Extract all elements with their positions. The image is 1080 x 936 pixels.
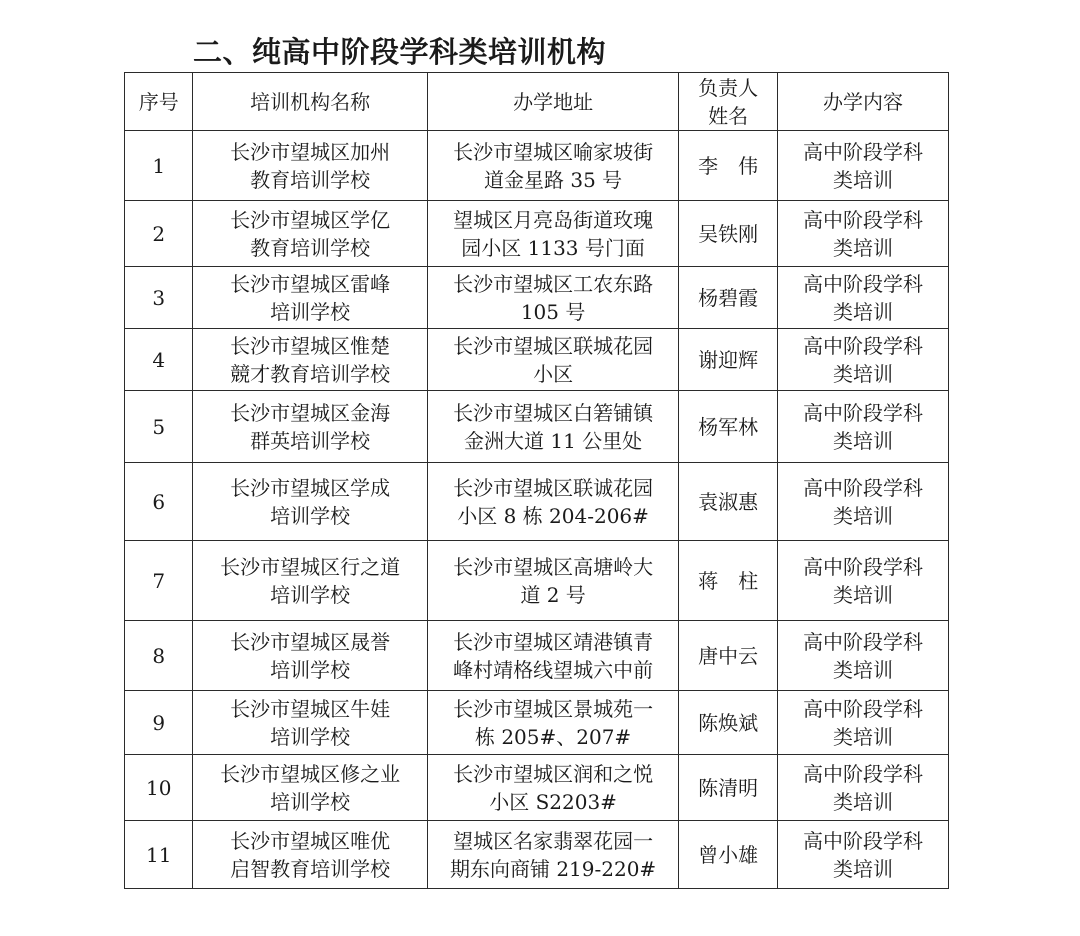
cell-person-text: 蒋 柱 bbox=[698, 568, 759, 593]
table-row bbox=[125, 201, 949, 267]
cell-content-text: 类培训 bbox=[832, 167, 893, 192]
cell-no-text: 11 bbox=[145, 842, 172, 867]
cell-name-text: 启智教育培训学校 bbox=[230, 856, 391, 881]
cell-no bbox=[125, 329, 193, 391]
cell-address-text: 长沙市望城区高塘岭大 bbox=[453, 554, 654, 579]
cell-address bbox=[427, 463, 679, 541]
cell-content bbox=[777, 391, 948, 463]
cell-name-text: 长沙市望城区唯优 bbox=[230, 828, 391, 853]
cell-name-text: 长沙市望城区雷峰 bbox=[230, 271, 391, 296]
cell-person-text: 杨军林 bbox=[698, 414, 759, 439]
cell-no-text: 4 bbox=[152, 347, 166, 372]
cell-address bbox=[427, 267, 679, 329]
header-address: 办学地址 bbox=[427, 73, 679, 131]
cell-name-text: 长沙市望城区行之道 bbox=[220, 554, 401, 579]
cell-address bbox=[427, 691, 679, 755]
cell-content bbox=[777, 201, 948, 267]
cell-no-text: 7 bbox=[152, 568, 166, 593]
cell-content bbox=[777, 821, 948, 889]
cell-address-text: 长沙市望城区润和之悦 bbox=[453, 761, 654, 786]
cell-name bbox=[193, 131, 427, 201]
cell-address-text: 105 号 bbox=[520, 299, 586, 324]
header-person bbox=[679, 73, 778, 131]
cell-name bbox=[193, 821, 427, 889]
cell-name-text: 长沙市望城区学成 bbox=[230, 475, 391, 500]
cell-person bbox=[679, 391, 778, 463]
cell-address-text: 峰村靖格线望城六中前 bbox=[453, 657, 654, 682]
cell-no bbox=[125, 201, 193, 267]
cell-no bbox=[125, 131, 193, 201]
cell-name-text: 群英培训学校 bbox=[250, 428, 371, 453]
cell-name-text: 长沙市望城区惟楚 bbox=[230, 333, 391, 358]
cell-content-text: 类培训 bbox=[832, 299, 893, 324]
table-header-row bbox=[125, 73, 949, 131]
table-row bbox=[125, 463, 949, 541]
cell-address bbox=[427, 329, 679, 391]
cell-content bbox=[777, 755, 948, 821]
cell-person bbox=[679, 541, 778, 621]
cell-address-text: 长沙市望城区联诚花园 bbox=[453, 475, 654, 500]
cell-content-text: 高中阶段学科 bbox=[802, 629, 923, 654]
cell-name bbox=[193, 329, 427, 391]
cell-name-text: 培训学校 bbox=[270, 582, 351, 607]
cell-content-text: 类培训 bbox=[832, 361, 893, 386]
cell-person bbox=[679, 267, 778, 329]
cell-person-text: 陈焕斌 bbox=[698, 710, 759, 735]
cell-no bbox=[125, 267, 193, 329]
cell-name bbox=[193, 755, 427, 821]
cell-content bbox=[777, 541, 948, 621]
cell-person bbox=[679, 621, 778, 691]
cell-person bbox=[679, 329, 778, 391]
cell-content bbox=[777, 329, 948, 391]
table-row bbox=[125, 541, 949, 621]
cell-address-text: 小区 8 栋 204-206# bbox=[457, 503, 649, 528]
cell-content-text: 类培训 bbox=[832, 724, 893, 749]
cell-name-text: 长沙市望城区晟誉 bbox=[230, 629, 391, 654]
cell-content-text: 高中阶段学科 bbox=[802, 554, 923, 579]
cell-name-text: 培训学校 bbox=[270, 657, 351, 682]
cell-address bbox=[427, 201, 679, 267]
cell-person bbox=[679, 755, 778, 821]
cell-no-text: 2 bbox=[152, 221, 166, 246]
cell-address bbox=[427, 821, 679, 889]
cell-content-text: 高中阶段学科 bbox=[802, 207, 923, 232]
cell-person bbox=[679, 691, 778, 755]
cell-no bbox=[125, 541, 193, 621]
cell-person bbox=[679, 201, 778, 267]
cell-no bbox=[125, 821, 193, 889]
cell-content-text: 类培训 bbox=[832, 789, 893, 814]
cell-person-text: 陈清明 bbox=[698, 775, 759, 800]
cell-name-text: 培训学校 bbox=[270, 789, 351, 814]
page-title: 二、纯高中阶段学科类培训机构 bbox=[193, 35, 607, 69]
cell-person-text: 吴铁刚 bbox=[698, 221, 759, 246]
cell-no-text: 8 bbox=[152, 643, 166, 668]
header-person-line2: 姓名 bbox=[708, 103, 749, 128]
cell-name-text: 长沙市望城区加州 bbox=[230, 139, 391, 164]
cell-no bbox=[125, 691, 193, 755]
table-row bbox=[125, 391, 949, 463]
cell-address bbox=[427, 391, 679, 463]
cell-name bbox=[193, 463, 427, 541]
cell-name-text: 培训学校 bbox=[270, 724, 351, 749]
cell-content-text: 高中阶段学科 bbox=[802, 139, 923, 164]
cell-no bbox=[125, 755, 193, 821]
cell-content bbox=[777, 267, 948, 329]
cell-name bbox=[193, 621, 427, 691]
cell-no-text: 10 bbox=[145, 775, 172, 800]
institution-table bbox=[124, 72, 949, 889]
cell-person-text: 谢迎辉 bbox=[698, 347, 759, 372]
cell-name-text: 競才教育培训学校 bbox=[230, 361, 391, 386]
cell-name bbox=[193, 201, 427, 267]
cell-content-text: 高中阶段学科 bbox=[802, 271, 923, 296]
cell-address-text: 望城区名家翡翠花园一 bbox=[453, 828, 654, 853]
cell-content-text: 高中阶段学科 bbox=[802, 333, 923, 358]
cell-address bbox=[427, 541, 679, 621]
cell-address-text: 园小区 1133 号门面 bbox=[461, 235, 645, 260]
cell-content-text: 高中阶段学科 bbox=[802, 828, 923, 853]
cell-address-text: 道金星路 35 号 bbox=[484, 167, 623, 192]
cell-address bbox=[427, 755, 679, 821]
header-name: 培训机构名称 bbox=[193, 73, 427, 131]
cell-address-text: 小区 S2203# bbox=[489, 789, 617, 814]
cell-address-text: 长沙市望城区白箬铺镇 bbox=[453, 400, 654, 425]
cell-address-text: 金洲大道 11 公里处 bbox=[464, 428, 643, 453]
cell-content bbox=[777, 621, 948, 691]
cell-no bbox=[125, 621, 193, 691]
cell-address-text: 长沙市望城区景城苑一 bbox=[453, 696, 654, 721]
cell-address-text: 期东向商铺 219-220# bbox=[449, 856, 657, 881]
cell-content bbox=[777, 691, 948, 755]
cell-content bbox=[777, 131, 948, 201]
cell-no bbox=[125, 463, 193, 541]
cell-person-text: 杨碧霞 bbox=[698, 285, 759, 310]
cell-content-text: 高中阶段学科 bbox=[802, 475, 923, 500]
cell-name-text: 培训学校 bbox=[270, 503, 351, 528]
cell-address-text: 栋 205#、207# bbox=[474, 724, 632, 749]
cell-name bbox=[193, 391, 427, 463]
cell-content bbox=[777, 463, 948, 541]
cell-no-text: 5 bbox=[152, 414, 166, 439]
cell-name-text: 长沙市望城区牛娃 bbox=[230, 696, 391, 721]
cell-person bbox=[679, 131, 778, 201]
cell-address-text: 道 2 号 bbox=[520, 582, 586, 607]
table-row bbox=[125, 621, 949, 691]
cell-content-text: 高中阶段学科 bbox=[802, 400, 923, 425]
cell-name bbox=[193, 267, 427, 329]
cell-address-text: 长沙市望城区工农东路 bbox=[453, 271, 654, 296]
cell-no bbox=[125, 391, 193, 463]
cell-person bbox=[679, 821, 778, 889]
cell-content-text: 类培训 bbox=[832, 428, 893, 453]
table-row bbox=[125, 691, 949, 755]
table-row bbox=[125, 131, 949, 201]
cell-content-text: 高中阶段学科 bbox=[802, 761, 923, 786]
cell-content-text: 类培训 bbox=[832, 657, 893, 682]
header-person-line1: 负责人 bbox=[698, 75, 759, 100]
cell-name bbox=[193, 691, 427, 755]
cell-no-text: 9 bbox=[152, 710, 166, 735]
cell-name-text: 教育培训学校 bbox=[250, 167, 371, 192]
cell-address-text: 长沙市望城区喻家坡街 bbox=[453, 139, 654, 164]
cell-content-text: 类培训 bbox=[832, 856, 893, 881]
cell-name bbox=[193, 541, 427, 621]
cell-name-text: 长沙市望城区学亿 bbox=[230, 207, 391, 232]
cell-person bbox=[679, 463, 778, 541]
cell-content-text: 类培训 bbox=[832, 235, 893, 260]
header-content: 办学内容 bbox=[777, 73, 948, 131]
cell-content-text: 高中阶段学科 bbox=[802, 696, 923, 721]
cell-address-text: 长沙市望城区联城花园 bbox=[453, 333, 654, 358]
cell-content-text: 类培训 bbox=[832, 503, 893, 528]
table-row bbox=[125, 821, 949, 889]
cell-person-text: 李 伟 bbox=[698, 153, 759, 178]
cell-no-text: 3 bbox=[152, 285, 166, 310]
cell-content-text: 类培训 bbox=[832, 582, 893, 607]
table-row bbox=[125, 329, 949, 391]
table-row bbox=[125, 755, 949, 821]
cell-name-text: 长沙市望城区金海 bbox=[230, 400, 391, 425]
cell-address bbox=[427, 621, 679, 691]
cell-no-text: 6 bbox=[152, 489, 166, 514]
cell-person-text: 袁淑惠 bbox=[698, 489, 759, 514]
cell-address-text: 小区 bbox=[533, 361, 574, 386]
cell-address-text: 长沙市望城区靖港镇青 bbox=[453, 629, 654, 654]
cell-name-text: 教育培训学校 bbox=[250, 235, 371, 260]
header-no: 序号 bbox=[125, 73, 193, 131]
cell-name-text: 长沙市望城区修之业 bbox=[220, 761, 401, 786]
cell-person-text: 唐中云 bbox=[698, 643, 759, 668]
cell-address bbox=[427, 131, 679, 201]
cell-address-text: 望城区月亮岛街道玫瑰 bbox=[453, 207, 654, 232]
cell-person-text: 曾小雄 bbox=[698, 842, 759, 867]
cell-no-text: 1 bbox=[152, 153, 166, 178]
table-row bbox=[125, 267, 949, 329]
cell-name-text: 培训学校 bbox=[270, 299, 351, 324]
